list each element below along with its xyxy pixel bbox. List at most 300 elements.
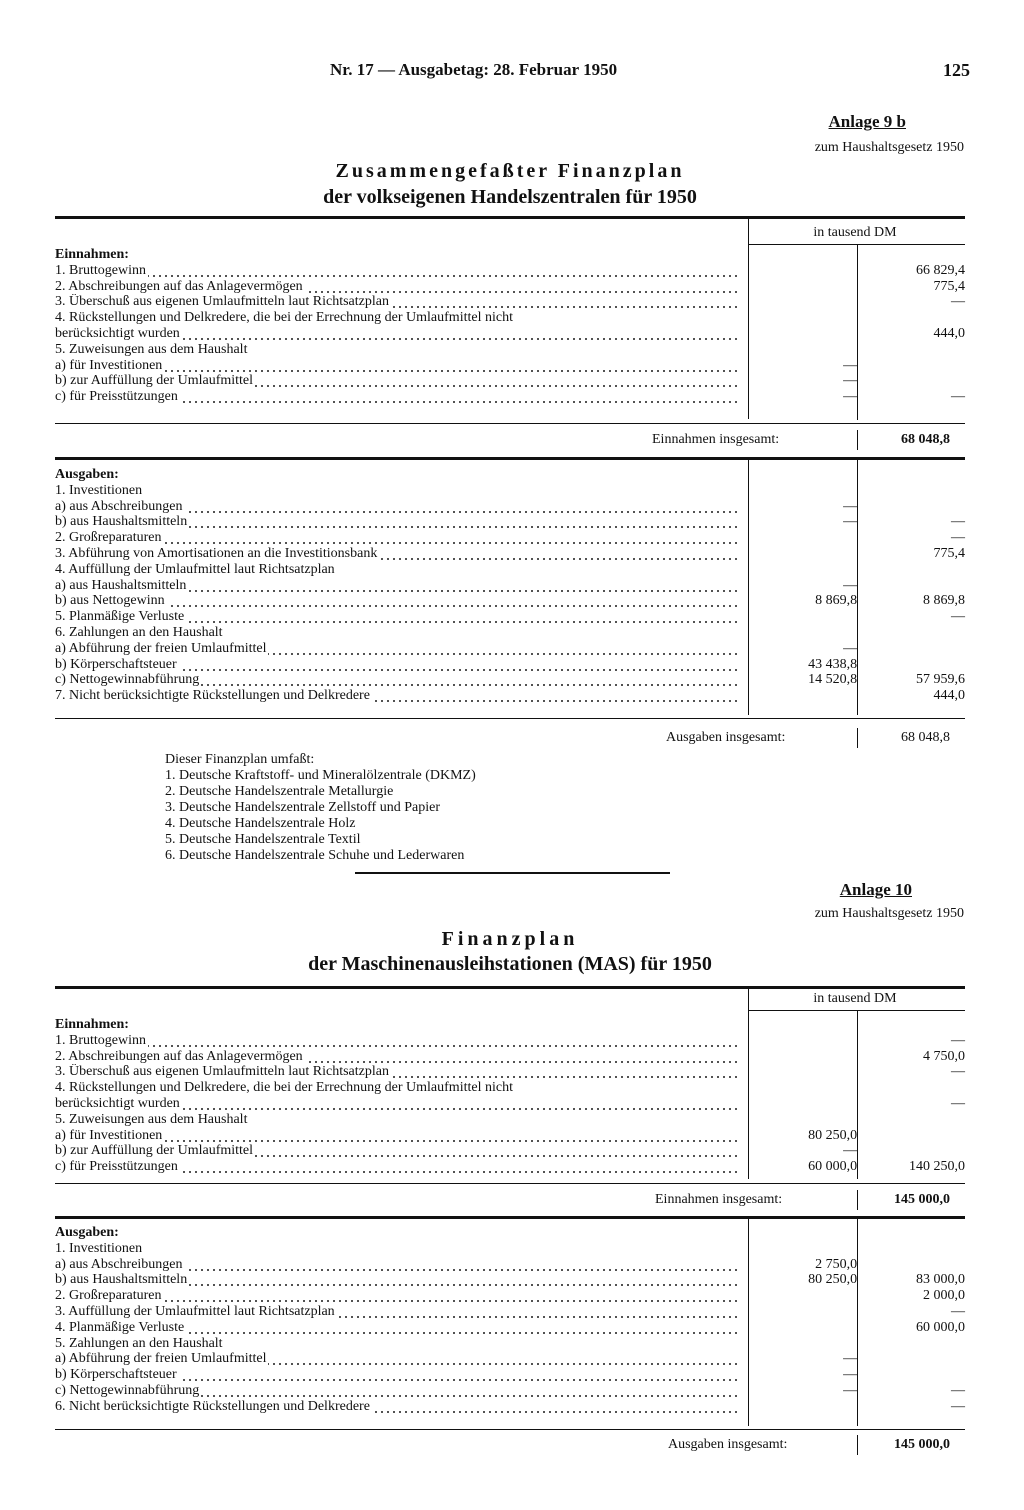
row-gap (738, 373, 767, 389)
row-partial-amount (767, 1112, 857, 1128)
row-partial-amount: — (843, 1382, 858, 1398)
section-heading-row (55, 467, 965, 483)
row-gap (738, 467, 767, 483)
row-label: a) Abführung der freien Umlaufmittel (55, 640, 267, 656)
row-gap (738, 326, 767, 342)
row-partial-amount (767, 1336, 857, 1352)
row-partial-amount: — (843, 577, 858, 593)
row-gap (738, 1112, 767, 1128)
row-gap (738, 1128, 767, 1144)
row-label-cell (55, 358, 738, 374)
row-gap (738, 1367, 767, 1383)
row-gap (738, 578, 767, 594)
ausgaben-row (55, 593, 965, 609)
page-number: 125 (943, 60, 970, 80)
row-partial-amount (767, 247, 857, 263)
row-partial-amount (767, 1080, 857, 1096)
row-gap (738, 1143, 767, 1159)
row-gap (738, 1064, 767, 1080)
row-gap (738, 1399, 767, 1415)
row-gap (738, 247, 767, 263)
row-label-cell (55, 1049, 738, 1065)
row-partial-amount: — (843, 1351, 858, 1367)
row-label: 4. Rückstellungen und Delkredere, die bei der Errechnung der Umlaufmittel nicht (55, 1080, 513, 1096)
ausgaben-row (55, 514, 965, 530)
anlage-9b-label: Anlage 9 b (828, 112, 906, 131)
ausgaben-row (55, 1351, 965, 1367)
plan1-note-item: 6. Deutsche Handelszentrale Schuhe und Lederwaren (165, 848, 465, 863)
row-total-amount (857, 499, 965, 515)
plan2-einnahmen-table (55, 1017, 965, 1175)
row-label-cell (55, 1383, 738, 1399)
row-gap (738, 279, 767, 295)
plan2-ausgaben-rule (55, 1429, 965, 1430)
section-heading-row (55, 247, 965, 263)
row-total-amount: 83 000,0 (916, 1272, 965, 1288)
row-partial-amount: 80 250,0 (808, 1272, 858, 1288)
row-gap (738, 499, 767, 515)
row-partial-amount (767, 1288, 857, 1304)
plan1-mid-rule (55, 457, 965, 460)
row-label: 2. Abschreibungen auf das Anlagevermögen (55, 278, 303, 294)
row-gap (738, 263, 767, 279)
anlage-9b-law: zum Haushaltsgesetz 1950 (814, 140, 964, 155)
ausgaben-row (55, 499, 965, 515)
row-partial-amount (767, 1225, 857, 1241)
plan2-unit: in tausend DM (813, 991, 897, 1006)
row-label: 6. Nicht berücksichtigte Rückstellungen und Delkredere (55, 1398, 370, 1414)
row-label: Ausgaben: (55, 467, 119, 482)
row-gap (738, 1383, 767, 1399)
plan1-ausgaben-total: 68 048,8 (901, 730, 950, 745)
row-total-amount (857, 578, 965, 594)
row-label: a) für Investitionen (55, 357, 163, 373)
row-gap (738, 625, 767, 641)
row-gap (738, 310, 767, 326)
row-label-cell (55, 1128, 738, 1144)
row-label: berücksichtigt wurden (55, 1095, 180, 1111)
row-partial-amount (767, 263, 857, 279)
einnahmen-row (55, 279, 965, 295)
row-partial-amount: — (843, 1143, 858, 1159)
einnahmen-row (55, 1049, 965, 1065)
row-total-amount (857, 358, 965, 374)
row-total-amount: 4 750,0 (923, 1048, 965, 1064)
section-separator (355, 872, 670, 874)
ausgaben-row (55, 483, 965, 499)
plan1-einnahmen-total: 68 048,8 (901, 432, 950, 447)
row-label: c) für Preisstützungen (55, 1159, 178, 1175)
row-total-amount: — (951, 389, 965, 405)
row-total-amount (857, 1128, 965, 1144)
row-total-amount (857, 373, 965, 389)
row-label-cell (55, 279, 738, 295)
row-label: 3. Überschuß aus eigenen Umlaufmitteln laut Richtsatzplan (55, 294, 389, 310)
row-partial-amount (767, 1033, 857, 1049)
ausgaben-row (55, 1367, 965, 1383)
row-partial-amount: — (843, 357, 858, 373)
einnahmen-row (55, 1143, 965, 1159)
row-partial-amount (767, 467, 857, 483)
row-label-cell (55, 1017, 738, 1033)
row-gap (738, 672, 767, 688)
row-total-amount: 140 250,0 (909, 1159, 965, 1175)
row-label-cell (55, 373, 738, 389)
ausgaben-row (55, 1257, 965, 1273)
row-label: a) für Investitionen (55, 1127, 163, 1143)
plan2-title: Finanzplan (441, 928, 579, 950)
row-label: 3. Abführung von Amortisationen an die Investitionsbank (55, 545, 378, 561)
einnahmen-row (55, 373, 965, 389)
row-label: b) Körperschaftsteuer (55, 1367, 177, 1383)
anlage-10-label: Anlage 10 (839, 880, 912, 899)
row-gap (738, 609, 767, 625)
ausgaben-row (55, 625, 965, 641)
row-label-cell (55, 578, 738, 594)
row-gap (738, 483, 767, 499)
row-total-amount: — (951, 1032, 965, 1048)
row-label-cell (55, 389, 738, 405)
ausgaben-row (55, 641, 965, 657)
row-total-amount (857, 247, 965, 263)
row-gap (738, 641, 767, 657)
row-total-amount (857, 310, 965, 326)
einnahmen-row (55, 358, 965, 374)
row-label: b) aus Haushaltsmitteln (55, 514, 188, 530)
row-total-amount: — (951, 294, 965, 310)
row-total-amount (857, 1112, 965, 1128)
plan2-subtitle: der Maschinenausleihstationen (MAS) für 1950 (308, 953, 712, 975)
row-label: b) zur Auffüllung der Umlaufmittel (55, 373, 254, 389)
row-gap (738, 530, 767, 546)
row-label: b) zur Auffüllung der Umlaufmittel (55, 1143, 254, 1159)
row-partial-amount (767, 1320, 857, 1336)
row-gap (738, 1288, 767, 1304)
row-label-cell (55, 1159, 738, 1175)
row-total-amount (857, 625, 965, 641)
row-label-cell (55, 1288, 738, 1304)
row-label: 1. Bruttogewinn (55, 1032, 146, 1048)
ausgaben-row (55, 1320, 965, 1336)
row-total-amount: — (951, 1095, 965, 1111)
plan2-mid-rule (55, 1216, 965, 1219)
row-label: Einnahmen: (55, 247, 129, 262)
row-label-cell (55, 657, 738, 673)
ausgaben-row (55, 1272, 965, 1288)
row-total-amount: — (951, 1064, 965, 1080)
row-partial-amount (767, 625, 857, 641)
row-gap (738, 688, 767, 704)
ausgaben-row (55, 688, 965, 704)
row-total-amount (857, 1080, 965, 1096)
row-label-cell (55, 483, 738, 499)
row-partial-amount: 80 250,0 (808, 1127, 858, 1143)
row-label-cell (55, 514, 738, 530)
row-total-amount (857, 1336, 965, 1352)
row-label-cell (55, 1272, 738, 1288)
plan1-note-item: 5. Deutsche Handelszentrale Textil (165, 832, 361, 847)
row-total-amount: 775,4 (933, 545, 965, 561)
row-partial-amount (767, 546, 857, 562)
row-partial-amount (767, 688, 857, 704)
einnahmen-row (55, 1033, 965, 1049)
row-partial-amount (767, 1096, 857, 1112)
ausgaben-row (55, 657, 965, 673)
row-partial-amount (767, 609, 857, 625)
row-partial-amount (767, 1399, 857, 1415)
ausgaben-row (55, 1241, 965, 1257)
row-total-amount (857, 1143, 965, 1159)
row-label: 3. Überschuß aus eigenen Umlaufmitteln laut Richtsatzplan (55, 1064, 389, 1080)
einnahmen-row (55, 342, 965, 358)
row-label: 7. Nicht berücksichtigte Rückstellungen und Delkredere (55, 688, 370, 704)
row-label: a) aus Abschreibungen (55, 1256, 183, 1272)
row-label-cell (55, 1033, 738, 1049)
row-label: 4. Planmäßige Verluste (55, 1319, 185, 1335)
plan1-note-intro: Dieser Finanzplan umfaßt: (165, 752, 315, 767)
row-gap (738, 1304, 767, 1320)
plan2-total-divider (857, 1190, 858, 1210)
plan2-unit-rule (748, 1010, 965, 1011)
plan1-total-divider (857, 430, 858, 450)
row-label-cell (55, 546, 738, 562)
row-total-amount (857, 657, 965, 673)
plan1-ausgaben-rule (55, 718, 965, 719)
row-label: 3. Auffüllung der Umlaufmittel laut Richtsatzplan (55, 1303, 335, 1319)
row-total-amount (857, 1225, 965, 1241)
row-label-cell (55, 609, 738, 625)
row-gap (738, 1272, 767, 1288)
row-partial-amount (767, 310, 857, 326)
row-total-amount: 775,4 (933, 278, 965, 294)
plan2-ausgaben-total: 145 000,0 (894, 1437, 950, 1452)
row-gap (738, 1096, 767, 1112)
row-gap (738, 593, 767, 609)
row-total-amount (857, 342, 965, 358)
row-total-amount: — (951, 1303, 965, 1319)
row-label: c) Nettogewinnabführung (55, 672, 200, 688)
row-total-amount: 8 869,8 (923, 593, 965, 609)
plan1-unit: in tausend DM (813, 225, 897, 240)
row-gap (738, 1049, 767, 1065)
row-gap (738, 1017, 767, 1033)
ausgaben-row (55, 1288, 965, 1304)
plan1-einnahmen-rule (55, 423, 965, 424)
row-gap (738, 342, 767, 358)
row-total-amount (857, 1351, 965, 1367)
row-label-cell (55, 310, 738, 326)
ausgaben-row (55, 562, 965, 578)
row-gap (738, 514, 767, 530)
row-partial-amount (767, 1304, 857, 1320)
plan1-note-item: 2. Deutsche Handelszentrale Metallurgie (165, 784, 394, 799)
row-gap (738, 1257, 767, 1273)
row-total-amount: 2 000,0 (923, 1288, 965, 1304)
row-total-amount (857, 467, 965, 483)
row-total-amount: 57 959,6 (916, 672, 965, 688)
section-heading-row (55, 1225, 965, 1241)
row-total-amount: — (951, 609, 965, 625)
plan2-aus-total-divider (857, 1435, 858, 1455)
row-gap (738, 294, 767, 310)
ausgaben-row (55, 1383, 965, 1399)
row-label: 5. Zahlungen an den Haushalt (55, 1335, 223, 1351)
einnahmen-row (55, 294, 965, 310)
ausgaben-row (55, 546, 965, 562)
row-partial-amount (767, 1049, 857, 1065)
plan2-einnahmen-total-label: Einnahmen insgesamt: (655, 1192, 783, 1207)
row-label-cell (55, 1320, 738, 1336)
ausgaben-row (55, 578, 965, 594)
row-label: a) aus Abschreibungen (55, 498, 183, 514)
row-partial-amount (767, 1064, 857, 1080)
row-total-amount (857, 562, 965, 578)
ausgaben-row (55, 530, 965, 546)
ausgaben-row (55, 1304, 965, 1320)
row-gap (738, 1336, 767, 1352)
row-gap (738, 358, 767, 374)
row-gap (738, 1241, 767, 1257)
row-gap (738, 389, 767, 405)
plan2-einnahmen-rule (55, 1183, 965, 1184)
row-label-cell (55, 1241, 738, 1257)
plan2-ausgaben-table (55, 1225, 965, 1415)
row-total-amount: — (951, 1398, 965, 1414)
plan2-ausgaben-total-label: Ausgaben insgesamt: (668, 1437, 788, 1452)
row-label: Ausgaben: (55, 1225, 119, 1240)
einnahmen-row (55, 1080, 965, 1096)
row-label-cell (55, 1367, 738, 1383)
row-label-cell (55, 1143, 738, 1159)
row-label-cell (55, 1304, 738, 1320)
einnahmen-row (55, 326, 965, 342)
row-gap (738, 546, 767, 562)
row-gap (738, 657, 767, 673)
row-label-cell (55, 1336, 738, 1352)
row-total-amount: 60 000,0 (916, 1319, 965, 1335)
anlage-10-law: zum Haushaltsgesetz 1950 (814, 906, 964, 921)
row-total-amount: 444,0 (933, 325, 965, 341)
row-label: 1. Bruttogewinn (55, 262, 146, 278)
plan2-top-rule (55, 986, 965, 989)
row-label: 4. Rückstellungen und Delkredere, die bei der Errechnung der Umlaufmittel nicht (55, 310, 513, 326)
row-label: 1. Investitionen (55, 1240, 143, 1256)
row-gap (738, 1159, 767, 1175)
row-label-cell (55, 294, 738, 310)
row-total-amount (857, 1241, 965, 1257)
plan1-subtitle: der volkseigenen Handelszentralen für 1950 (323, 186, 697, 208)
row-gap (738, 1225, 767, 1241)
row-label-cell (55, 1257, 738, 1273)
row-label: a) Abführung der freien Umlaufmittel (55, 1351, 267, 1367)
row-partial-amount: 43 438,8 (808, 656, 858, 672)
row-label: 5. Zuweisungen aus dem Haushalt (55, 1111, 248, 1127)
row-label-cell (55, 625, 738, 641)
row-label-cell (55, 1080, 738, 1096)
plan1-note-item: 1. Deutsche Kraftstoff- und Mineralölzentrale (DKMZ) (165, 768, 476, 783)
row-label-cell (55, 467, 738, 483)
row-label: c) für Preisstützungen (55, 389, 178, 405)
row-partial-amount (767, 483, 857, 499)
row-gap (738, 1320, 767, 1336)
row-label: 5. Planmäßige Verluste (55, 609, 185, 625)
section-heading-row (55, 1017, 965, 1033)
row-partial-amount: 8 869,8 (815, 593, 858, 609)
row-total-amount: — (951, 530, 965, 546)
row-label: c) Nettogewinnabführung (55, 1382, 200, 1398)
plan1-top-rule (55, 216, 965, 219)
row-total-amount: 444,0 (933, 688, 965, 704)
row-partial-amount (767, 1241, 857, 1257)
row-label: 2. Großreparaturen (55, 1288, 162, 1304)
row-label-cell (55, 1225, 738, 1241)
row-partial-amount: — (843, 1367, 858, 1383)
row-label-cell (55, 342, 738, 358)
row-partial-amount (767, 326, 857, 342)
plan1-title: Zusammengefaßter Finanzplan (335, 160, 685, 182)
row-label: 4. Auffüllung der Umlaufmittel laut Richtsatzplan (55, 561, 335, 577)
row-partial-amount (767, 294, 857, 310)
row-partial-amount: — (843, 373, 858, 389)
row-total-amount (857, 483, 965, 499)
row-label: Einnahmen: (55, 1017, 129, 1032)
plan2-einnahmen-total: 145 000,0 (894, 1192, 950, 1207)
einnahmen-row (55, 1159, 965, 1175)
plan1-ausgaben-total-label: Ausgaben insgesamt: (666, 730, 786, 745)
einnahmen-row (55, 310, 965, 326)
row-label-cell (55, 641, 738, 657)
row-total-amount (857, 641, 965, 657)
einnahmen-row (55, 1112, 965, 1128)
row-label: 6. Zahlungen an den Haushalt (55, 624, 223, 640)
row-label-cell (55, 499, 738, 515)
plan1-aus-total-divider (857, 728, 858, 748)
plan1-note-item: 3. Deutsche Handelszentrale Zellstoff und Papier (165, 800, 440, 815)
row-partial-amount: 14 520,8 (808, 672, 858, 688)
plan1-einnahmen-total-label: Einnahmen insgesamt: (652, 432, 780, 447)
row-label-cell (55, 247, 738, 263)
row-gap (738, 562, 767, 578)
row-label-cell (55, 1096, 738, 1112)
plan1-note (165, 752, 476, 864)
row-partial-amount: — (843, 640, 858, 656)
row-label: 2. Abschreibungen auf das Anlagevermögen (55, 1048, 303, 1064)
row-partial-amount: 2 750,0 (815, 1256, 858, 1272)
row-label-cell (55, 263, 738, 279)
ausgaben-row (55, 1399, 965, 1415)
ausgaben-row (55, 1336, 965, 1352)
plan1-einnahmen-table (55, 247, 965, 405)
row-label: 5. Zuweisungen aus dem Haushalt (55, 341, 248, 357)
row-partial-amount (767, 279, 857, 295)
row-total-amount: 66 829,4 (916, 262, 965, 278)
row-total-amount (857, 1017, 965, 1033)
row-partial-amount (767, 342, 857, 358)
row-label-cell (55, 593, 738, 609)
plan1-unit-rule (748, 244, 965, 245)
row-label-cell (55, 1112, 738, 1128)
row-partial-amount (767, 562, 857, 578)
row-label: 1. Investitionen (55, 482, 143, 498)
row-gap (738, 1080, 767, 1096)
row-label-cell (55, 326, 738, 342)
einnahmen-row (55, 1096, 965, 1112)
row-label-cell (55, 672, 738, 688)
row-label: a) aus Haushaltsmitteln (55, 577, 187, 593)
row-total-amount: — (951, 1382, 965, 1398)
row-label-cell (55, 688, 738, 704)
row-label: b) Körperschaftsteuer (55, 656, 177, 672)
